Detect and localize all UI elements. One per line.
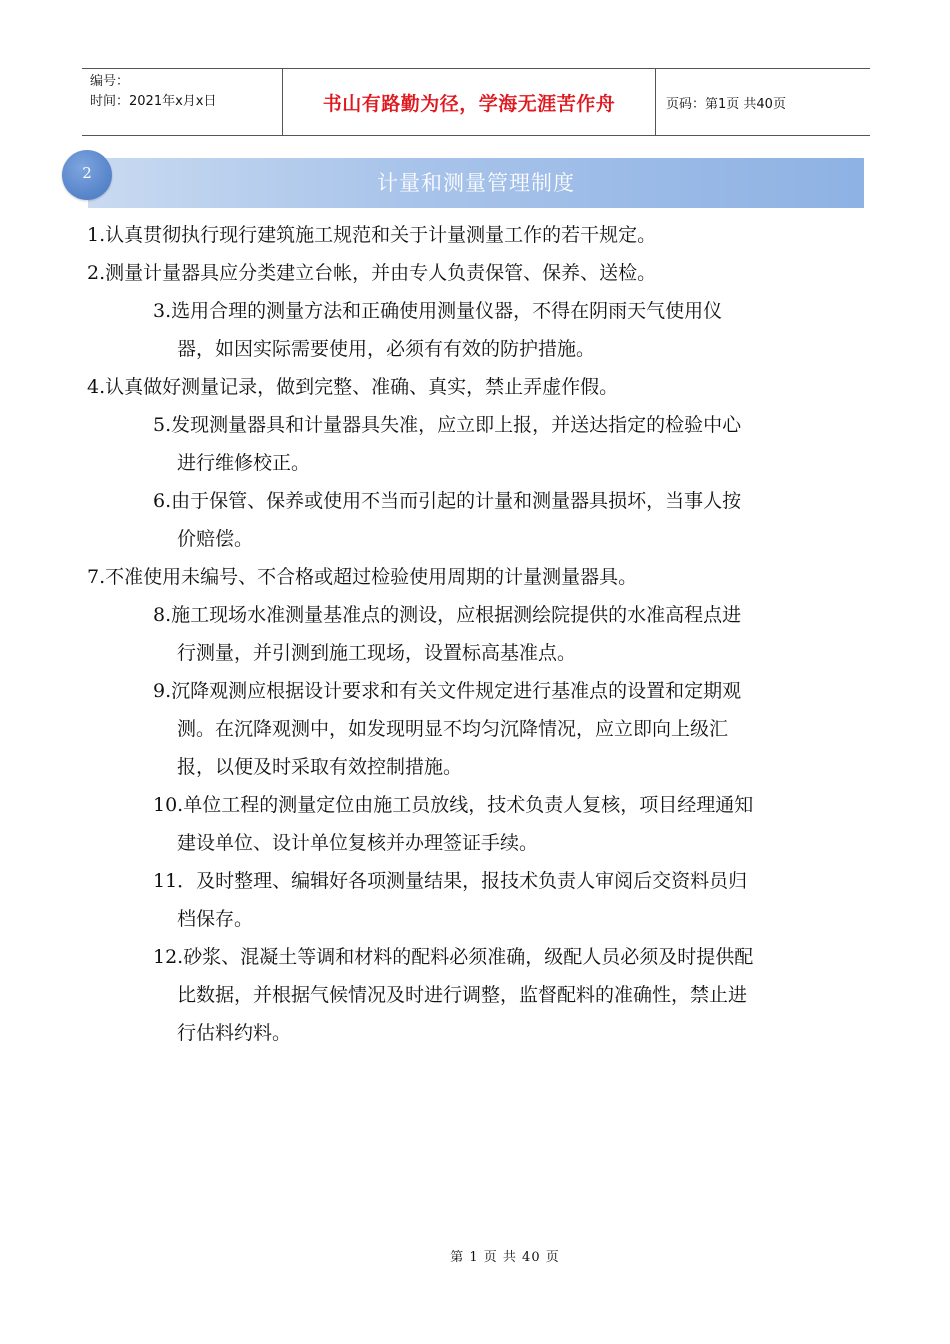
list-item-line: 测。在沉降观测中，如发现明显不均匀沉降情况，应立即向上级汇 xyxy=(177,718,729,740)
motto: 书山有路勤为径，学海无涯苦作舟 xyxy=(282,69,656,135)
list-item-line: 行测量，并引测到施工现场，设置标高基准点。 xyxy=(177,642,577,664)
list-item-line: 6.由于保管、保养或使用不当而引起的计量和测量器具损坏，当事人按 xyxy=(153,490,742,512)
list-item-line: 行估料约料。 xyxy=(177,1022,292,1044)
page-info: 页码：第1页 共40页 xyxy=(666,96,786,112)
header-meta xyxy=(82,69,282,135)
list-item-line: 9.沉降观测应根据设计要求和有关文件规定进行基准点的设置和定期观 xyxy=(153,680,742,702)
section-title: 计量和测量管理制度 xyxy=(377,171,575,195)
list-item xyxy=(153,862,747,938)
list-item-line: 8.施工现场水准测量基准点的测设，应根据测绘院提供的水准高程点进 xyxy=(153,604,742,626)
list-item-line: 进行维修校正。 xyxy=(177,452,311,474)
list-item xyxy=(153,482,741,558)
list-item-line: 10.单位工程的测量定位由施工员放线，技术负责人复核，项目经理通知 xyxy=(153,794,754,816)
list-item xyxy=(153,672,741,786)
list-item-line: 2.测量计量器具应分类建立台帐，并由专人负责保管、保养、送检。 xyxy=(87,262,657,284)
list-item-line: 5.发现测量器具和计量器具失准，应立即上报，并送达指定的检验中心 xyxy=(153,414,742,436)
list-item-line: 4.认真做好测量记录，做到完整、准确、真实，禁止弄虚作假。 xyxy=(87,376,619,398)
number-label: 编号： xyxy=(90,74,130,89)
list-item xyxy=(87,558,637,596)
list-item-line: 报，以便及时采取有效控制措施。 xyxy=(177,756,463,778)
list-item-line: 器，如因实际需要使用，必须有有效的防护措施。 xyxy=(177,338,596,360)
list-item-line: 比数据，并根据气候情况及时进行调整，监督配料的准确性，禁止进 xyxy=(177,984,748,1006)
list-item xyxy=(87,254,656,292)
list-item xyxy=(153,596,741,672)
list-item xyxy=(153,938,753,1052)
list-item-line: 建设单位、设计单位复核并办理签证手续。 xyxy=(177,832,539,854)
list-item-line: 档保存。 xyxy=(177,908,254,930)
time-label: 时间：2021年x月x日 xyxy=(90,94,217,109)
list-item-line: 12.砂浆、混凝土等调和材料的配料必须准确，级配人员必须及时提供配 xyxy=(153,946,754,968)
list-item-line: 价赔偿。 xyxy=(177,528,254,550)
list-item xyxy=(87,368,618,406)
list-item xyxy=(153,406,741,482)
list-item xyxy=(87,216,656,254)
list-item-line: 1.认真贯彻执行现行建筑施工规范和关于计量测量工作的若干规定。 xyxy=(87,224,657,246)
section-title-bar xyxy=(88,158,864,208)
header-table xyxy=(82,68,870,136)
list-item xyxy=(153,292,722,368)
list-item-line: 3.选用合理的测量方法和正确使用测量仪器，不得在阴雨天气使用仪 xyxy=(153,300,723,322)
list-item-line: 7.不准使用未编号、不合格或超过检验使用周期的计量测量器具。 xyxy=(87,566,638,588)
section-number-badge: 2 xyxy=(62,150,112,200)
list-item-line: 11．及时整理、编辑好各项测量结果，报技术负责人审阅后交资料员归 xyxy=(153,870,748,892)
list-item xyxy=(153,786,753,862)
page-footer: 第 1 页 共 40 页 xyxy=(450,1250,560,1265)
